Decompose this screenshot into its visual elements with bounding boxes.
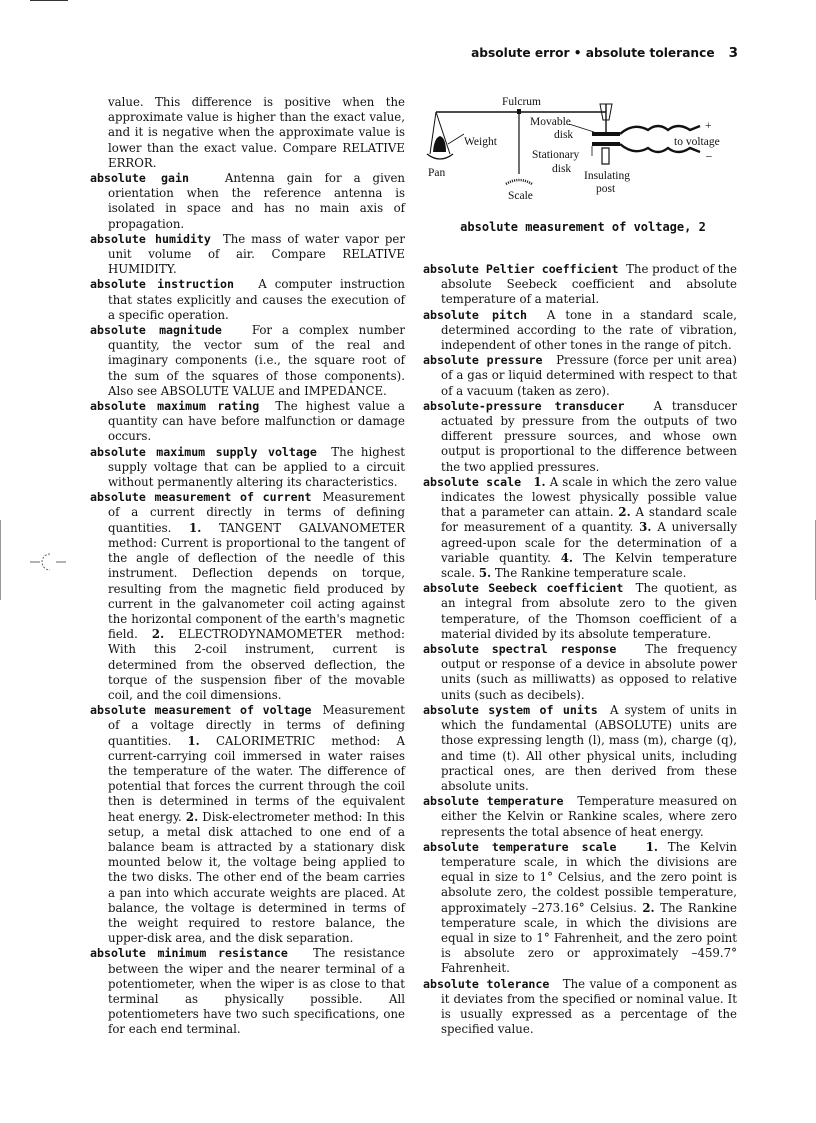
label-weight: Weight	[464, 136, 497, 148]
label-post: post	[596, 183, 616, 195]
label-minus: –	[706, 150, 712, 162]
headword: absolute magnitude	[90, 323, 222, 338]
entry-absolute-maximum-supply-voltage: absolute maximum supply voltage The highest supply voltage that can be applied to a circuit without permanently altering its characteristics.	[90, 444, 405, 490]
electrometer-diagram	[424, 92, 744, 204]
headword: absolute temperature scale	[423, 839, 617, 854]
entry-absolute-scale: absolute scale 1. A scale in which the zero value indicates the lowest physically possible value that a parameter can attain. 2. A standard scale for measurement of a quantity. 3. A universally agreed-upon scale for the determination of a variable quantity. 4. The Kelvin temperature scale. 5. The Rankine temperature scale.	[423, 474, 737, 581]
weight-icon	[433, 136, 446, 152]
entry-absolute-instruction: absolute instruction A computer instruction that states explicitly and causes the execution of a specific operation.	[90, 277, 405, 322]
label-fulcrum: Fulcrum	[502, 96, 541, 108]
headword: absolute maximum rating	[90, 399, 260, 414]
crop-mark-left	[0, 520, 1, 600]
entry-absolute-temperature: absolute temperature Temperature measured on either the Kelvin or Rankine scales, where zero represents the total absence of heat energy.	[423, 794, 737, 839]
headword: absolute maximum supply voltage	[90, 444, 317, 459]
headword: absolute gain	[90, 171, 189, 186]
headword: absolute tolerance	[423, 976, 550, 991]
page-number: 3	[728, 45, 738, 61]
entry-absolute-gain: absolute gain Antenna gain for a given orientation when the reference antenna is isolated in space and has no main axis of propagation.	[90, 171, 405, 231]
entry-absolute-temperature-scale: absolute temperature scale 1. The Kelvin temperature scale, in which the divisions are equal in size to 1° Celsius, and the zero point is absolute zero, the coldest possible temperature, approximately –273.16° Celsius. 2. The Rankine temperature scale, in which the divisions are equal in size to 1° Fahrenheit, and the zero point is absolute zero or approximately –459.7° Fahrenheit.	[423, 839, 737, 976]
entry-absolute-pressure: absolute pressure Pressure (force per unit area) of a gas or liquid determined with respect to that of a vacuum (taken as zero).	[423, 353, 737, 398]
scale-icon	[506, 180, 532, 184]
crop-mark-top	[30, 0, 68, 1]
running-head: absolute error • absolute tolerance	[471, 46, 715, 60]
label-stationary: Stationary	[532, 149, 580, 161]
label-movable: Movable	[530, 116, 571, 128]
entry-absolute-minimum-resistance: absolute minimum resistance The resistance between the wiper and the nearer terminal of a potentiometer, when the wiper is as close to that terminal as physically possible. All potentiometers have two such specifications, one for each end terminal.	[90, 946, 405, 1037]
headword: absolute Peltier coefficient	[423, 262, 619, 276]
entry-absolute-system-of-units: absolute system of units A system of units in which the fundamental (ABSOLUTE) units are those expressing length (l), mass (m), charge (q), and time (t). All other physical units, including practical ones, are then derived from these absolute units.	[423, 702, 737, 793]
entry-continuation: value. This difference is positive when the approximate value is higher than the exact value, and it is negative when the approximate value is lower than the exact value. Compare RELATIVE ERROR.	[108, 95, 405, 170]
headword: absolute humidity	[90, 231, 211, 246]
movable-disk	[592, 132, 620, 136]
headword: absolute spectral response	[423, 642, 617, 657]
headword: absolute instruction	[90, 277, 234, 292]
headword: absolute scale	[423, 474, 522, 489]
fulcrum-pivot	[517, 109, 521, 114]
headword: absolute temperature	[423, 794, 564, 809]
entry-absolute-spectral-response: absolute spectral response The frequency output or response of a device in absolute power units (such as milliwatts) as opposed to relative units (such as decibels).	[423, 642, 738, 702]
left-column	[90, 95, 405, 1038]
headword: absolute system of units	[423, 702, 598, 717]
entry-absolute-peltier-coefficient: absolute Peltier coefficient The product of the absolute Seebeck coefficient and absolute temperature of a material.	[423, 262, 737, 307]
label-pan: Pan	[428, 167, 446, 179]
headword: absolute measurement of current	[90, 490, 312, 505]
right-column	[423, 262, 737, 1037]
pan-icon	[427, 154, 453, 159]
entry-absolute-measurement-of-voltage: absolute measurement of voltage Measurement of a voltage directly in terms of defining quantities. 1. CALORIMETRIC method: A current-carrying coil immersed in water raises the temperature of the water. The difference of potential that forces the current through the coil then is determined in terms of the equivalent heat energy. 2. Disk-electrometer method: In this setup, a metal disk attached to one end of a balance beam is attracted by a stationary disk mounted below it, the voltage being applied to the two disks. The other end of the beam carries a pan into which accurate weights are placed. At balance, the voltage is determined in terms of the weight required to restore balance, the upper-disk area, and the disk separation.	[90, 703, 405, 946]
figure-caption: absolute measurement of voltage, 2	[460, 220, 706, 234]
label-plus: +	[705, 120, 712, 132]
label-to-voltage: to voltage	[674, 136, 720, 148]
insulating-post	[602, 148, 609, 164]
label-disk-2: disk	[552, 163, 572, 175]
headword: absolute pressure	[423, 353, 543, 368]
headword: absolute minimum resistance	[90, 946, 288, 961]
label-disk: disk	[554, 129, 574, 141]
entry-absolute-measurement-of-current: absolute measurement of current Measurement of a current directly in terms of defining quantities. 1. TANGENT GALVANOMETER method: Current is proportional to the tangent of the angle of deflection of the needle of this instrument. Deflection depends on torque, resulting from the magnetic field produced by current in the galvanometer coil acting against the horizontal component of the earth's magnetic field. 2. ELECTRODYNAMOMETER method: With this 2-coil instrument, current is determined from the observed deflection, the torque of the suspension fiber of the movable coil, and the coil dimensions.	[90, 490, 405, 702]
headword: absolute pitch	[423, 307, 527, 322]
entry-absolute-humidity: absolute humidity The mass of water vapor per unit volume of air. Compare RELATIVE HUMIDITY.	[90, 231, 405, 277]
label-scale: Scale	[508, 190, 533, 202]
entry-absolute-magnitude: absolute magnitude For a complex number quantity, the vector sum of the real and imaginary components (i.e., the square root of the sum of the squares of those components). Also see ABSOLUTE VALUE and IMPEDANCE.	[90, 323, 405, 398]
headword: absolute-pressure transducer	[423, 398, 625, 413]
stationary-disk	[592, 142, 620, 146]
entry-absolute-seebeck-coefficient: absolute Seebeck coefficient The quotient, as an integral from absolute zero to the given temperature, of the Thomson coefficient of a material divided by its absolute temperature.	[423, 581, 737, 641]
registration-mark-icon	[30, 550, 70, 574]
entry-absolute-pressure-transducer: absolute-pressure transducer A transducer actuated by pressure from the outputs of two different pressure sources, and whose own output is proportional to the difference between the two applied pressures.	[423, 398, 737, 474]
entry-absolute-maximum-rating: absolute maximum rating The highest value a quantity can have before malfunction or damage occurs.	[90, 399, 405, 444]
headword: absolute measurement of voltage	[90, 703, 312, 718]
entry-absolute-pitch: absolute pitch A tone in a standard scale, determined according to the rate of vibration, independent of other tones in the range of pitch.	[423, 307, 737, 353]
wire-upper	[620, 126, 700, 134]
entry-absolute-tolerance: absolute tolerance The value of a component as it deviates from the specified or nominal value. It is usually expressed as a percentage of the specified value.	[423, 976, 738, 1037]
headword: absolute Seebeck coefficient	[423, 581, 624, 596]
weight-leader	[448, 134, 464, 144]
running-header	[420, 45, 738, 61]
label-insulating: Insulating	[584, 170, 630, 182]
